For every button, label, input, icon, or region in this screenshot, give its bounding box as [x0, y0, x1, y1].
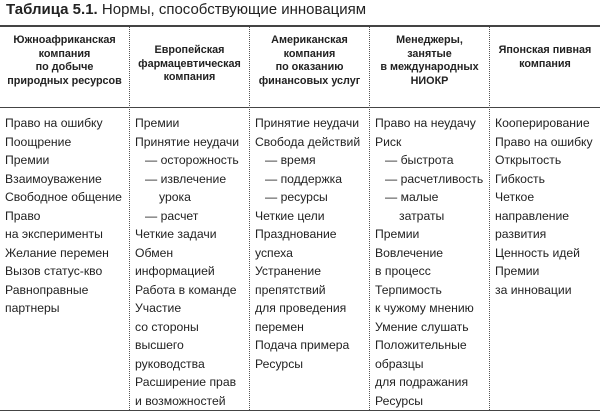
cell-item: — расчетливость: [385, 171, 484, 186]
cell-item: Право на ошибку: [495, 134, 593, 149]
cell-item: — поддержка: [265, 171, 342, 186]
cell-item: на эксперименты: [5, 227, 103, 241]
cell-item: Положительные: [375, 338, 467, 352]
cell-item: Поощрение: [5, 134, 72, 149]
cell-item: Свобода действий: [255, 134, 361, 149]
cell-item: со стороны: [135, 319, 199, 334]
cell-item: Взаимоуважение: [5, 171, 102, 186]
cell-item: руководства: [135, 356, 205, 371]
cell-item: перемен: [255, 319, 304, 334]
cell-item: Открытость: [495, 153, 562, 167]
column-sa-mining: [5, 114, 127, 318]
cell-item: Премии: [5, 153, 50, 167]
cell-item: Вовлечение: [375, 245, 444, 260]
header-intl-rnd: [370, 34, 489, 106]
cell-item: Риск: [375, 134, 402, 149]
cell-item: затраты: [399, 208, 445, 223]
column-jp-brewery: [495, 114, 599, 299]
cell-item: Премии: [135, 116, 180, 130]
column-header: Южноафриканская компания по добыче природных ресурсов: [7, 34, 122, 87]
header-us-finance: [250, 34, 369, 106]
top-rule: [0, 25, 600, 27]
cell-item: Премии: [375, 227, 420, 241]
header-jp-brewery: [490, 34, 600, 106]
cell-item: препятствий: [255, 282, 326, 297]
cell-item: Принятие неудачи: [255, 116, 360, 130]
cell-item: — ресурсы: [265, 190, 328, 204]
cell-item: Обмен: [135, 245, 174, 260]
cell-item: Свободное общение: [5, 190, 122, 204]
cell-item: — извлечение: [145, 171, 227, 186]
cell-item: для подражания: [375, 375, 469, 389]
cell-item: Участие: [135, 301, 182, 315]
table-number: Таблица 5.1.: [6, 1, 98, 18]
cell-item: к чужому мнению: [375, 301, 474, 315]
cell-item: — осторожность: [145, 153, 239, 167]
table-caption: Нормы, способствующие инновациям: [101, 1, 367, 18]
cell-item: Работа в команде: [135, 282, 237, 297]
cell-item: Четкие цели: [255, 208, 325, 223]
cell-item: урока: [159, 190, 191, 204]
column-header: Американская компания по оказанию финансовых услуг: [258, 34, 361, 87]
cell-item: Право на неудачу: [375, 116, 476, 130]
cell-item: за инновации: [495, 282, 572, 297]
header-eu-pharma: [130, 34, 249, 106]
column-header: Менеджеры, занятые в международных НИОКР: [380, 34, 479, 87]
cell-item: направление: [495, 208, 570, 223]
cell-item: информацией: [135, 264, 215, 278]
cell-item: Кооперирование: [495, 116, 590, 130]
cell-item: — время: [265, 153, 316, 167]
cell-item: Терпимость: [375, 282, 442, 297]
cell-item: высшего: [135, 338, 184, 352]
cell-item: Премии: [495, 264, 540, 278]
cell-item: Ресурсы: [375, 393, 424, 408]
cell-item: — быстрота: [385, 153, 454, 167]
cell-item: Желание перемен: [5, 245, 109, 260]
table-title: [6, 1, 366, 18]
cell-item: Право: [5, 208, 41, 223]
cell-item: Устранение: [255, 264, 321, 278]
cell-item: Празднование: [255, 227, 337, 241]
column-us-finance: [255, 114, 367, 373]
cell-item: и возможностей: [135, 393, 226, 408]
column-header: Японская пивная компания: [498, 44, 592, 70]
cell-item: Расширение прав: [135, 375, 237, 389]
header-sa-mining: [0, 34, 129, 106]
cell-item: развития: [495, 227, 547, 241]
column-eu-pharma: [135, 114, 247, 410]
header-rule: [0, 107, 600, 108]
cell-item: Гибкость: [495, 171, 545, 186]
cell-item: Четкое: [495, 190, 535, 204]
cell-item: образцы: [375, 356, 424, 371]
cell-item: Вызов статус-кво: [5, 264, 103, 278]
cell-item: Ресурсы: [255, 356, 304, 371]
column-header: Европейская фармацевтическая компания: [138, 44, 241, 84]
cell-item: Четкие задачи: [135, 227, 217, 241]
cell-item: для проведения: [255, 301, 347, 315]
cell-item: в процесс: [375, 264, 431, 278]
cell-item: успеха: [255, 245, 293, 260]
cell-item: Подача примера: [255, 338, 350, 352]
cell-item: Равноправные: [5, 282, 89, 297]
cell-item: — расчет: [145, 208, 199, 223]
cell-item: Право на ошибку: [5, 116, 103, 130]
bottom-rule: [0, 410, 600, 411]
cell-item: Умение слушать: [375, 319, 469, 334]
cell-item: партнеры: [5, 301, 60, 315]
cell-item: Ценность идей: [495, 245, 580, 260]
cell-item: — малые: [385, 190, 439, 204]
column-intl-rnd: [375, 114, 487, 410]
cell-item: Принятие неудачи: [135, 134, 240, 149]
